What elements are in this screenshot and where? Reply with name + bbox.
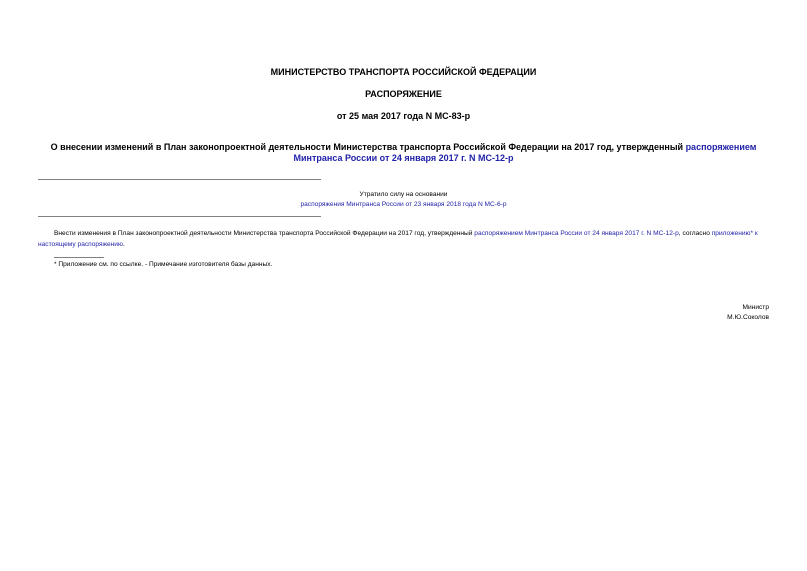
body-text-end: . — [122, 241, 125, 248]
body-paragraph — [38, 228, 770, 250]
date-number-heading: от 25 мая 2017 года N МС-83-р — [336, 111, 471, 121]
title-text: О внесении изменений в План законопроектной деятельности Министерства транспорта Российской Федерации на 2017 год, утвержденный — [50, 142, 686, 152]
divider-bottom — [38, 216, 321, 217]
body-text-mid: , согласно — [678, 230, 712, 237]
body-text-before: Внести изменения в План законопроектной деятельности Министерства транспорта Российской Федерации на 2017 год, утвержденный — [54, 230, 475, 237]
doc-type-heading: РАСПОРЯЖЕНИЕ — [365, 89, 442, 99]
title-link-resolution-ref[interactable]: Минтранса России от 24 января 2017 г. N МС-12-р — [293, 153, 514, 163]
title-link-resolution[interactable]: распоряжением — [685, 142, 757, 152]
ministry-heading: МИНИСТЕРСТВО ТРАНСПОРТА РОССИЙСКОЙ ФЕДЕРАЦИИ — [270, 67, 537, 77]
status-block — [0, 200, 807, 210]
signature-block — [727, 303, 769, 323]
signature-name: М.Ю.Соколов — [727, 314, 769, 321]
body-link-resolution[interactable]: распоряжением Минтранса России от 24 января 2017 г. N МС-12-р — [474, 230, 679, 237]
divider-top — [38, 179, 321, 180]
body-link-appendix[interactable]: приложению* к настоящему распоряжению — [38, 230, 758, 248]
document-title — [0, 142, 807, 164]
status-label: Утратило силу на основании — [359, 191, 448, 198]
signature-position: Министр — [742, 304, 769, 311]
footnote-rule — [54, 257, 104, 258]
footnote-text: * Приложение см. по ссылке. - Примечание изготовителя базы данных. — [54, 261, 273, 268]
status-link[interactable]: распоряжения Минтранса России от 23 января 2018 года N МС-6-р — [300, 201, 507, 208]
